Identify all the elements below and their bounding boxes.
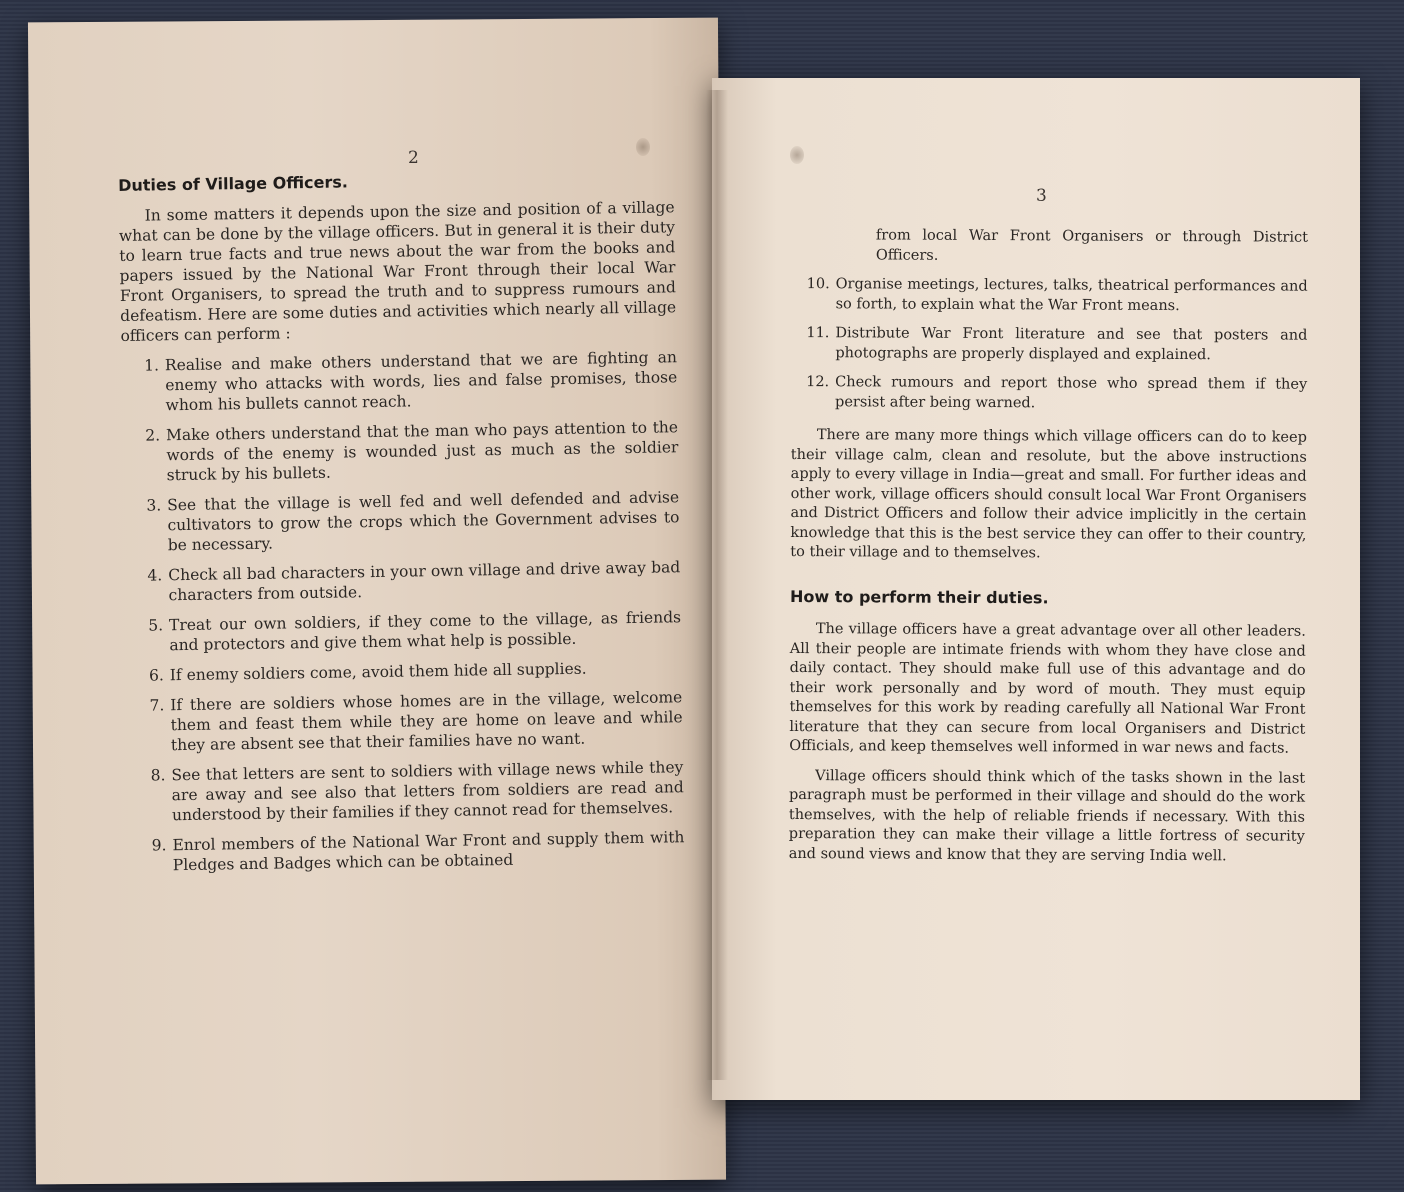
list-item — [127, 757, 684, 826]
item-number: 6. — [148, 666, 164, 685]
list-item — [126, 687, 683, 756]
item-number: 4. — [147, 566, 163, 585]
section-heading: How to perform their duties. — [790, 586, 1049, 607]
item-text: If enemy soldiers come, avoid them hide all supplies. — [169, 659, 587, 685]
item-9-continued: from local War Front Organisers or through District Officers. — [875, 227, 1308, 264]
item-number: 2. — [145, 426, 161, 445]
list-item — [128, 827, 685, 876]
left-page-content — [118, 167, 685, 886]
item-number: 12. — [806, 374, 830, 391]
item-number: 7. — [149, 696, 165, 715]
intro-paragraph: In some matters it depends upon the size and position of a village what can be done by the village officers. But in general it is their duty to learn true facts and true news about the war from the books and papers issued by the National War Front through their local War Front Organisers, to spread the truth and to suppress rumours and defeatism. Here are some duties and activities which nearly all village officers can perform : — [118, 198, 677, 345]
item-text: If there are soldiers whose homes are in the village, welcome them and feast them while they are home on leave and while they are absent see that their families have no want. — [170, 688, 683, 755]
item-number: 8. — [150, 766, 166, 785]
list-item — [124, 557, 681, 606]
right-page-content — [789, 226, 1308, 877]
item-text: Distribute War Front literature and see that posters and photographs are properly displayed and explained. — [835, 325, 1308, 363]
list-item — [792, 275, 1308, 317]
item-text: Check rumours and report those who spread them if they persist after being warned. — [835, 374, 1308, 411]
item-number: 3. — [146, 496, 162, 515]
item-text: Organise meetings, lectures, talks, theatrical performances and so forth, to explain what the War Front means. — [835, 276, 1308, 314]
list-item — [126, 657, 682, 686]
item-number: 1. — [144, 356, 160, 375]
item-number: 10. — [806, 276, 830, 293]
item-text: Enrol members of the National War Front and supply them with Pledges and Badges which can be obtained — [172, 828, 685, 875]
list-item — [791, 324, 1307, 366]
item-text: Realise and make others understand that we are fighting an enemy who attacks with words, lies and false promises, those whom his bullets cannot reach. — [164, 348, 678, 415]
staple-hole — [636, 138, 650, 156]
item-number: 11. — [806, 325, 830, 342]
item-text: See that letters are sent to soldiers with village news while they are away and see also that letters from soldiers are read and understood by their families if they cannot read for themselves. — [171, 758, 684, 825]
list-item — [125, 607, 682, 656]
paragraph: The village officers have a great advantage over all other leaders. All their people are intimate friends with whom they have close and daily contact. They should make full use of this advantage and do their work personally and by word of mouth. They must equip themselves for this work by reading carefully all National War Front literature that they can secure from local Organisers and District Officials, and keep themselves well informed in war news and facts. — [789, 621, 1306, 757]
duties-list-continued — [791, 275, 1308, 415]
duties-list — [121, 347, 685, 876]
item-number: 5. — [148, 616, 164, 635]
paragraph: There are many more things which village officers can do to keep their village calm, clean and resolute, but the above instructions apply to every village in India—great and small. For further ideas and other work, village officers should consult local War Front Organisers and District Officers and follow their advice implicitly in the certain knowledge that this is the best service they can offer to their country, to their village and to themselves. — [790, 427, 1307, 562]
item-text: Make others understand that the man who pays attention to the words of the enemy is wounded just as much as the soldier struck by his bullets. — [165, 418, 679, 485]
item-text: Check all bad characters in your own village and drive away bad characters from outside. — [168, 558, 681, 605]
list-item — [791, 373, 1307, 415]
item-text: See that the village is well fed and well defended and advise cultivators to grow the crops which the Government advises to be necessary. — [167, 488, 680, 555]
staple-hole — [790, 146, 804, 164]
item-text: Treat our own soldiers, if they come to the village, as friends and protectors and give them what help is possible. — [168, 608, 682, 655]
page-number-left: 2 — [408, 148, 419, 168]
list-item — [123, 487, 680, 556]
book-gutter — [706, 90, 728, 1080]
section-heading: Duties of Village Officers. — [118, 172, 349, 195]
paragraph: Village officers should think which of the tasks shown in the last paragraph must be performed in their village and should do the work themselves, with the help of reliable friends if necessary. With this preparation they can make their village a little fortress of security and sound views and know that they are serving India well. — [788, 767, 1306, 864]
list-item — [121, 347, 678, 416]
list-item — [122, 417, 679, 486]
item-number: 9. — [151, 836, 167, 855]
page-number-right: 3 — [1036, 186, 1047, 206]
